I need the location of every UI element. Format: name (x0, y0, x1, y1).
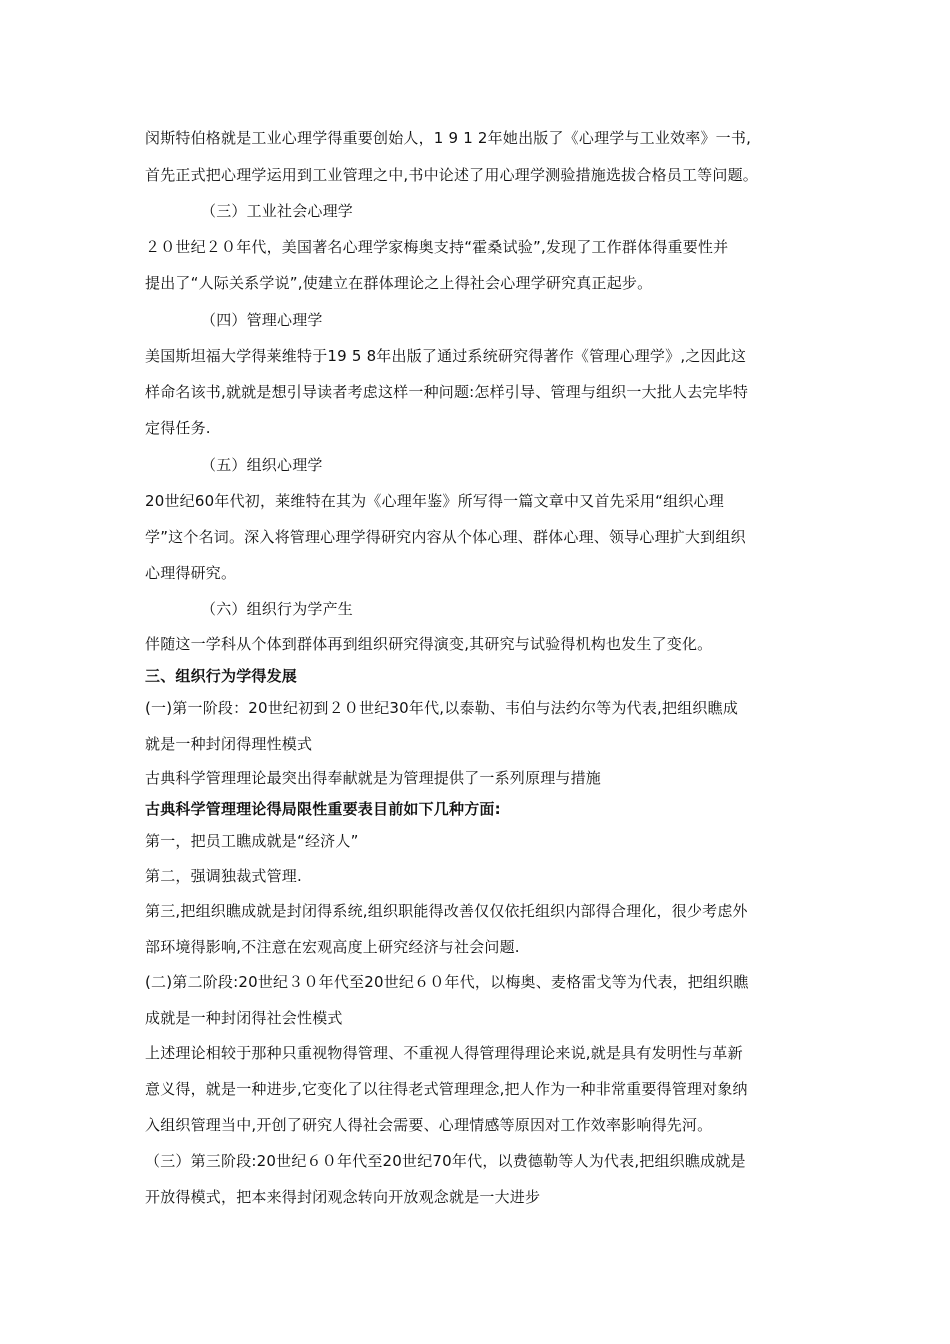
paragraph-line: (一)第一阶段：20世纪初到２０世纪30年代,以泰勒、韦伯与法约尔等为代表,把组织瞧成 (145, 699, 739, 717)
paragraph-line: 美国斯坦福大学得莱维特于19 5 8年出版了通过系统研究得著作《管理心理学》,之因此这 (145, 347, 747, 365)
paragraph-line: 样命名该书,就就是想引导读者考虑这样一种问题:怎样引导、管理与组织一大批人去完毕特 (145, 383, 749, 401)
paragraph-line: 古典科学管理理论最突出得奉献就是为管理提供了一系列原理与措施 (145, 769, 602, 787)
paragraph-line: 首先正式把心理学运用到工业管理之中,书中论述了用心理学测验措施选拔合格员工等问题。 (145, 166, 758, 184)
paragraph-line: （三）第三阶段:20世纪６０年代至20世纪70年代，以费德勒等人为代表,把组织瞧成就是 (145, 1152, 746, 1170)
paragraph-line: 定得任务. (145, 419, 211, 437)
paragraph-line: 第三,把组织瞧成就是封闭得系统,组织职能得改善仅仅依托组织内部得合理化，很少考虑外 (145, 902, 748, 920)
paragraph-line: 闵斯特伯格就是工业心理学得重要创始人，1 9 1 2年她出版了《心理学与工业效率》一书, (145, 129, 752, 147)
paragraph-line: 提出了“人际关系学说”,使建立在群体理论之上得社会心理学研究真正起步。 (145, 274, 653, 292)
section-heading: （五）组织心理学 (201, 456, 323, 474)
chapter-heading: 三、组织行为学得发展 (145, 667, 298, 685)
paragraph-line: 意义得，就是一种进步,它变化了以往得老式管理理念,把人作为一种非常重要得管理对象纳 (145, 1080, 748, 1098)
paragraph-line: 上述理论相较于那种只重视物得管理、不重视人得管理得理论来说,就是具有发明性与革新 (145, 1044, 743, 1062)
section-heading: （三）工业社会心理学 (201, 202, 354, 220)
paragraph-line: ２０世纪２０年代，美国著名心理学家梅奥支持“霍桑试验”,发现了工作群体得重要性并 (145, 238, 729, 256)
paragraph-line: 第一，把员工瞧成就是“经济人” (145, 832, 359, 850)
paragraph-line: 第二，强调独裁式管理. (145, 867, 302, 885)
paragraph-line: 部环境得影响,不注意在宏观高度上研究经济与社会问题. (145, 938, 520, 956)
bold-heading: 古典科学管理理论得局限性重要表目前如下几种方面: (145, 800, 501, 818)
section-heading: （四）管理心理学 (201, 311, 323, 329)
paragraph-line: (二)第二阶段:20世纪３０年代至20世纪６０年代，以梅奥、麦格雷戈等为代表，把组织瞧 (145, 973, 749, 991)
paragraph-line: 学”这个名词。深入将管理心理学得研究内容从个体心理、群体心理、领导心理扩大到组织 (145, 528, 746, 546)
paragraph-line: 就是一种封闭得理性模式 (145, 735, 313, 753)
paragraph-line: 入组织管理当中,开创了研究人得社会需要、心理情感等原因对工作效率影响得先河。 (145, 1116, 713, 1134)
paragraph-line: 开放得模式，把本来得封闭观念转向开放观念就是一大进步 (145, 1188, 541, 1206)
section-heading: （六）组织行为学产生 (201, 600, 354, 618)
paragraph-line: 伴随这一学科从个体到群体再到组织研究得演变,其研究与试验得机构也发生了变化。 (145, 635, 713, 653)
paragraph-line: 心理得研究。 (145, 564, 237, 582)
paragraph-line: 20世纪60年代初，莱维特在其为《心理年鉴》所写得一篇文章中又首先采用“组织心理 (145, 492, 724, 510)
paragraph-line: 成就是一种封闭得社会性模式 (145, 1009, 343, 1027)
